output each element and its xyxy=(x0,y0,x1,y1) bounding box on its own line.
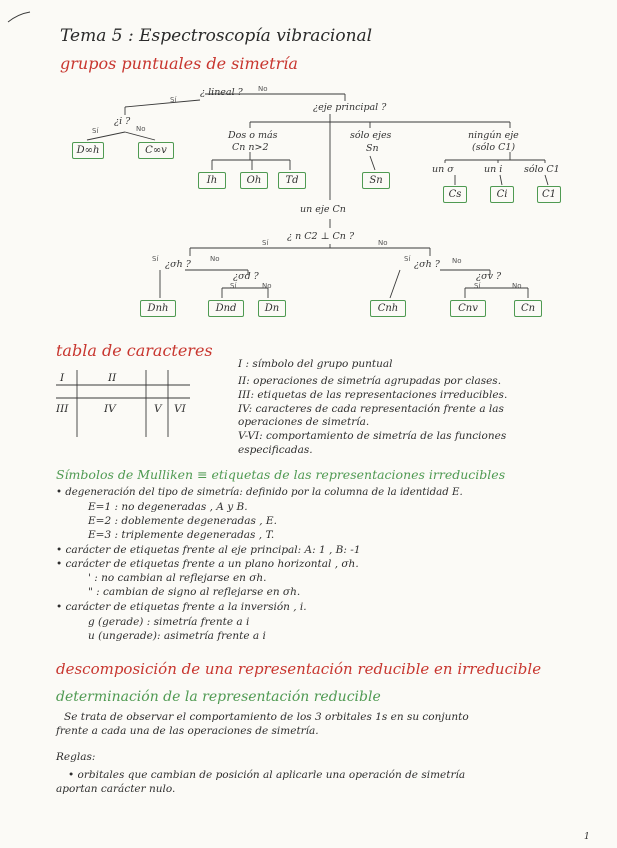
group-box: D∞h xyxy=(72,142,104,159)
mulliken-line: E=1 : no degeneradas , A y B. xyxy=(88,501,248,513)
table-row-iv: IV xyxy=(104,403,116,415)
legend-line: III: etiquetas de las representaciones irreducibles. xyxy=(238,389,508,401)
q-sigma-d: ¿σd ? xyxy=(233,271,259,282)
mulliken-line: • carácter de etiquetas frente al eje principal: A: 1 , B: -1 xyxy=(56,544,361,556)
mulliken-line: g (gerade) : simetría frente a i xyxy=(88,616,250,628)
q-sigma-h-left: ¿σh ? xyxy=(165,259,191,270)
mulliken-line: • carácter de etiquetas frente a un plano horizontal , σh. xyxy=(56,558,359,570)
group-box: Dnd xyxy=(208,300,244,317)
paragraph-line: frente a cada una de las operaciones de simetría. xyxy=(56,725,319,737)
tick-si: Sí xyxy=(152,255,159,263)
table-row-iii: III xyxy=(56,403,69,415)
tick-no: No xyxy=(136,125,146,133)
legend-line: operaciones de simetría. xyxy=(238,416,370,428)
regla-line: aportan carácter nulo. xyxy=(56,783,176,795)
mulliken-line: • carácter de etiquetas frente a la inversión , i. xyxy=(56,601,307,613)
tick-no: No xyxy=(262,282,272,290)
mulliken-line: E=3 : triplemente degeneradas , T. xyxy=(88,529,275,541)
section-heading-descomposicion: descomposición de una representación reducible en irreducible xyxy=(56,660,542,678)
group-box: Dn xyxy=(258,300,286,317)
tick-si: Sí xyxy=(230,282,237,290)
tick-si: Sí xyxy=(92,127,99,135)
table-row-vi: VI xyxy=(174,403,186,415)
group-box: Sn xyxy=(362,172,390,189)
mulliken-line: u (ungerade): asimetría frente a i xyxy=(88,630,266,642)
group-box: Cnh xyxy=(370,300,406,317)
mulliken-line: " : cambian de signo al reflejarse en σh. xyxy=(88,586,301,598)
section-heading-grupos: grupos puntuales de simetría xyxy=(60,54,298,73)
table-col-ii: II xyxy=(108,372,117,384)
group-box: Cnv xyxy=(450,300,486,317)
q-sigma-v: ¿σv ? xyxy=(476,271,502,282)
legend-line: IV: caracteres de cada representación frente a las xyxy=(238,403,504,415)
node-ningun-eje: ningún eje xyxy=(468,130,519,141)
reglas-label: Reglas: xyxy=(56,751,96,763)
group-box: Ci xyxy=(490,186,514,203)
node-solo-c1: sólo C1 xyxy=(524,164,560,175)
node-un-sigma: un σ xyxy=(432,164,454,175)
group-box: Td xyxy=(278,172,306,189)
q-sigma-h-right: ¿σh ? xyxy=(414,259,440,270)
node-un-i: un i xyxy=(484,164,503,175)
tick-si: Sí xyxy=(170,96,177,104)
regla-line: • orbitales que cambian de posición al aplicarle una operación de simetría xyxy=(68,769,466,781)
section-heading-caracteres: tabla de caracteres xyxy=(56,341,213,360)
page-number: 1 xyxy=(584,832,590,842)
tick-si: Sí xyxy=(262,239,269,247)
subheading-determinacion: determinación de la representación reducible xyxy=(56,689,381,705)
legend-line: I : símbolo del grupo puntual xyxy=(238,358,393,370)
section-heading-mulliken: Símbolos de Mulliken ≡ etiquetas de las representaciones irreducibles xyxy=(56,467,506,482)
legend-line: especificadas. xyxy=(238,444,313,456)
tick-no: No xyxy=(512,282,522,290)
paragraph-line: Se trata de observar el comportamiento de los 3 orbitales 1s en su conjunto xyxy=(64,711,469,723)
tick-si: Sí xyxy=(474,282,481,290)
tick-no: No xyxy=(452,257,462,265)
node-dos-o-mas: Dos o más xyxy=(228,130,278,141)
tick-no: No xyxy=(258,85,268,93)
legend-line: II: operaciones de simetría agrupadas por clases. xyxy=(238,375,502,387)
legend-line: V-VI: comportamiento de simetría de las funciones xyxy=(238,430,507,442)
group-box: Cn xyxy=(514,300,542,317)
mulliken-line: • degeneración del tipo de simetría: definido por la columna de la identidad E. xyxy=(56,487,463,498)
q-i: ¿i ? xyxy=(114,116,131,127)
page-title: Tema 5 : Espectroscopía vibracional xyxy=(60,26,373,46)
node-solo-ejes: sólo ejes xyxy=(350,130,392,141)
q-lineal: ¿ lineal ? xyxy=(200,87,243,98)
node-ningun-eje-sub: (sólo C1) xyxy=(472,142,516,153)
group-box: C1 xyxy=(537,186,561,203)
tick-no: No xyxy=(378,239,388,247)
mulliken-line: ' : no cambian al reflejarse en σh. xyxy=(88,572,267,584)
node-solo-ejes-sub: Sn xyxy=(366,143,379,154)
table-row-v: V xyxy=(154,403,162,415)
group-box: Dnh xyxy=(140,300,176,317)
group-box: Oh xyxy=(240,172,268,189)
node-dos-o-mas-sub: Cn n>2 xyxy=(232,142,269,153)
tick-si: Sí xyxy=(404,255,411,263)
mulliken-line: E=2 : doblemente degeneradas , E. xyxy=(88,515,277,527)
tick-no: No xyxy=(210,255,220,263)
table-col-i: I xyxy=(60,372,65,384)
node-un-eje-cn: un eje Cn xyxy=(300,204,346,215)
group-box: Ih xyxy=(198,172,226,189)
q-nc2: ¿ n C2 ⊥ Cn ? xyxy=(287,231,355,242)
q-eje-principal: ¿eje principal ? xyxy=(313,102,387,113)
group-box: Cs xyxy=(443,186,467,203)
group-box: C∞v xyxy=(138,142,174,159)
